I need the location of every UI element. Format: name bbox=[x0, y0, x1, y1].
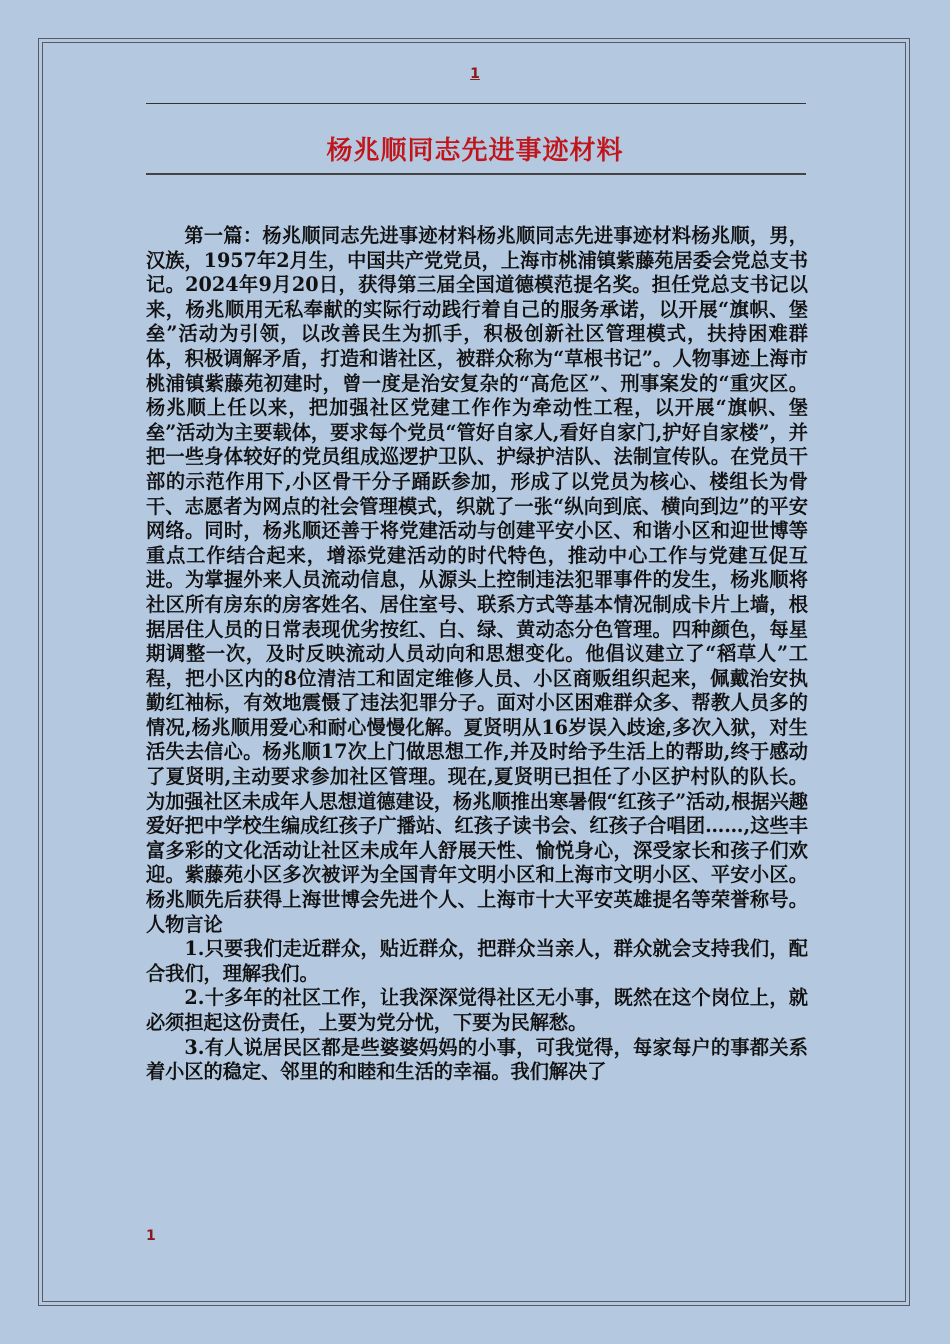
quote-paragraph: 2.十多年的社区工作，让我深深觉得社区无小事，既然在这个岗位上，就必须担起这份责任，上要为党分忧，下要为民解愁。 bbox=[146, 986, 808, 1034]
quote-paragraph: 1.只要我们走近群众，贴近群众，把群众当亲人，群众就会支持我们，配合我们，理解我们。 bbox=[146, 937, 808, 985]
body-paragraph: 第一篇：杨兆顺同志先进事迹材料杨兆顺同志先进事迹材料杨兆顺，男，汉族，1957年2月生，中国共产党党员，上海市桃浦镇紫藤苑居委会党总支书记。2024年9月20日，获得第三届全国道德模范提名奖。担任党总支书记以来，杨兆顺用无私奉献的实际行动践行着自己的服务承诺，以开展“旗帜、堡垒”活动为引领，以改善民生为抓手，积极创新社区管理模式，扶持困难群体，积极调解矛盾，打造和谐社区，被群众称为“草根书记”。人物事迹上海市桃浦镇紫藤苑初建时，曾一度是治安复杂的“高危区”、刑事案发的“重灾区。杨兆顺上任以来，把加强社区党建工作作为牵动性工程，以开展“旗帜、堡垒”活动为主要载体，要求每个党员“管好自家人,看好自家门,护好自家楼”，并把一些身体较好的党员组成巡逻护卫队、护绿护洁队、法制宣传队。在党员干部的示范作用下,小区骨干分子踊跃参加，形成了以党员为核心、楼组长为骨干、志愿者为网点的社会管理模式，织就了一张“纵向到底、横向到边”的平安网络。同时，杨兆顺还善于将党建活动与创建平安小区、和谐小区和迎世博等重点工作结合起来，增添党建活动的时代特色，推动中心工作与党建互促互进。为掌握外来人员流动信息，从源头上控制违法犯罪事件的发生，杨兆顺将社区所有房东的房客姓名、居住室号、联系方式等基本情况制成卡片上墙，根据居住人员的日常表现优劣按红、白、绿、黄动态分色管理。四种颜色，每星期调整一次，及时反映流动人员动向和思想变化。他倡议建立了“稻草人”工程，把小区内的8位清洁工和固定维修人员、小区商贩组织起来，佩戴治安执勤红袖标，有效地震慑了违法犯罪分子。面对小区困难群众多、帮教人员多的情况,杨兆顺用爱心和耐心慢慢化解。夏贤明从16岁误入歧途,多次入狱，对生活失去信心。杨兆顺17次上门做思想工作,并及时给予生活上的帮助,终于感动了夏贤明,主动要求参加社区管理。现在,夏贤明已担任了小区护村队的队长。为加强社区未成年人思想道德建设，杨兆顺推出寒暑假“红孩子”活动,根据兴趣爱好把中学校生编成红孩子广播站、红孩子读书会、红孩子合唱团……,这些丰富多彩的文化活动让社区未成年人舒展天性、愉悦身心，深受家长和孩子们欢迎。紫藤苑小区多次被评为全国青年文明小区和上海市文明小区、平安小区。杨兆顺先后获得上海世博会先进个人、上海市十大平安英雄提名等荣誉称号。人物言论 bbox=[146, 224, 808, 936]
document-body bbox=[146, 224, 808, 1085]
title-divider bbox=[146, 173, 806, 175]
header-divider bbox=[146, 103, 806, 104]
quote-paragraph: 3.有人说居民区都是些婆婆妈妈的小事，可我觉得，每家每户的事都关系着小区的稳定、邻里的和睦和生活的幸福。我们解决了 bbox=[146, 1035, 808, 1084]
document-title: 杨兆顺同志先进事迹材料 bbox=[326, 136, 624, 166]
header-page-number: 1 bbox=[470, 66, 480, 82]
footer-page-number: 1 bbox=[146, 1228, 156, 1244]
